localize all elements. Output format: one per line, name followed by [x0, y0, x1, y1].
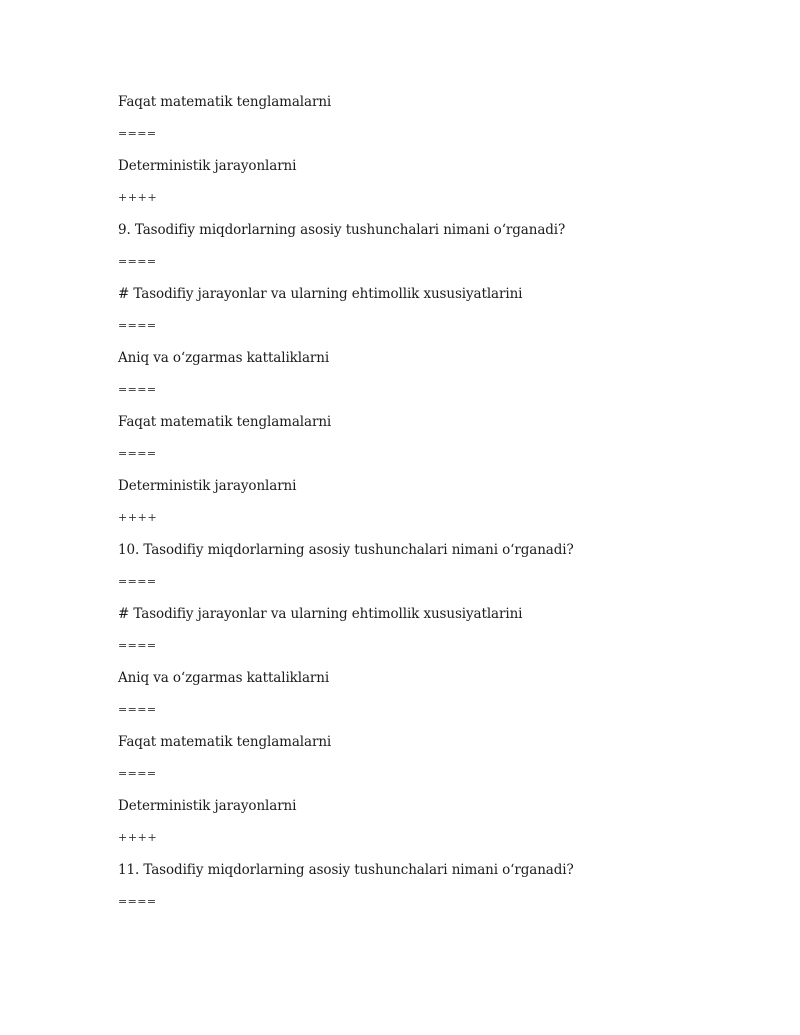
answer-option-line: Faqat matematik tenglamalarni [118, 414, 332, 430]
answer-option-line: Deterministik jarayonlarni [118, 478, 297, 494]
question-line: 10. Tasodifiy miqdorlarning asosiy tushunchalari nimani o‘rganadi? [118, 542, 574, 558]
separator-line: ==== [118, 703, 157, 716]
document-body [118, 92, 718, 924]
separator-line: ==== [118, 895, 157, 908]
answer-option-line: Faqat matematik tenglamalarni [118, 94, 332, 110]
separator-line: ==== [118, 127, 157, 140]
separator-line: ==== [118, 639, 157, 652]
separator-line: ==== [118, 447, 157, 460]
answer-option-line: Deterministik jarayonlarni [118, 798, 297, 814]
question-end-marker: ++++ [118, 831, 158, 844]
question-line: 11. Tasodifiy miqdorlarning asosiy tushunchalari nimani o‘rganadi? [118, 862, 574, 878]
separator-line: ==== [118, 383, 157, 396]
correct-answer-line: # Tasodifiy jarayonlar va ularning ehtimollik xususiyatlarini [118, 286, 523, 302]
correct-answer-line: # Tasodifiy jarayonlar va ularning ehtimollik xususiyatlarini [118, 606, 523, 622]
answer-option-line: Deterministik jarayonlarni [118, 158, 297, 174]
answer-option-line: Faqat matematik tenglamalarni [118, 734, 332, 750]
question-line: 9. Tasodifiy miqdorlarning asosiy tushunchalari nimani o‘rganadi? [118, 222, 566, 238]
separator-line: ==== [118, 319, 157, 332]
answer-option-line: Aniq va o‘zgarmas kattaliklarni [118, 350, 330, 366]
separator-line: ==== [118, 255, 157, 268]
question-end-marker: ++++ [118, 191, 158, 204]
separator-line: ==== [118, 767, 157, 780]
question-end-marker: ++++ [118, 511, 158, 524]
separator-line: ==== [118, 575, 157, 588]
answer-option-line: Aniq va o‘zgarmas kattaliklarni [118, 670, 330, 686]
